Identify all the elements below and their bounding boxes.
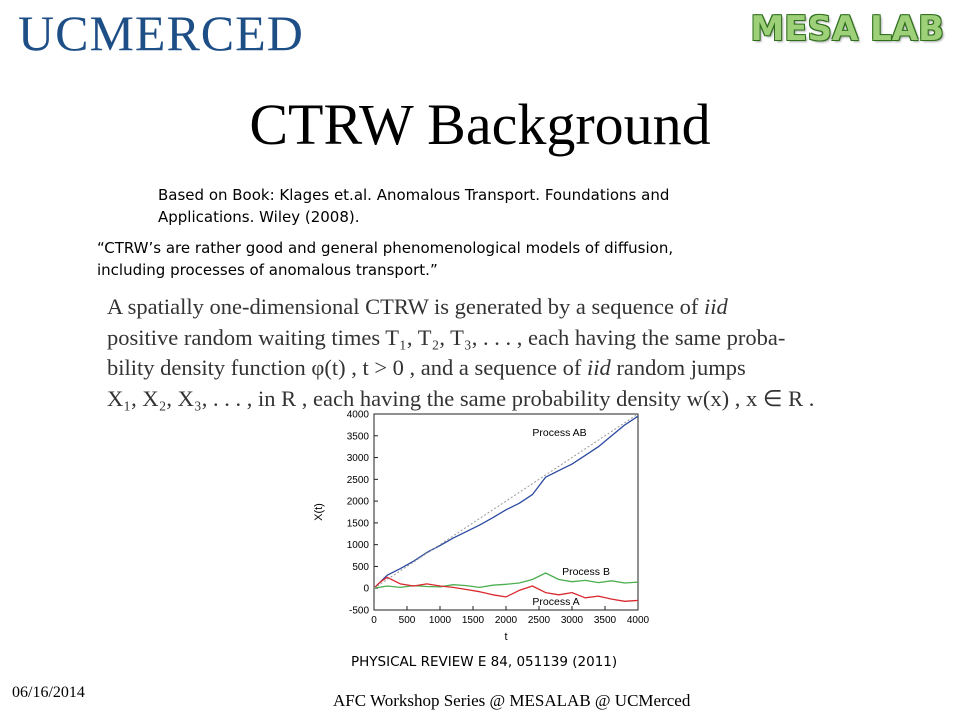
excerpt-line <box>107 292 849 323</box>
x-tick-label: 0 <box>371 615 377 626</box>
process-chart <box>300 402 660 650</box>
quote-line: “CTRW’s are rather good and general phenomenological models of diffusion, <box>97 239 674 257</box>
excerpt-text: bility density function φ(t) , t > 0 , and a sequence of <box>107 355 587 380</box>
series-annotation: Process A <box>532 595 580 608</box>
quote <box>97 237 797 281</box>
excerpt-line: positive random waiting times T₁, T₂, T₃, . . . , each having the same proba- <box>107 324 786 350</box>
series-annotation: Process AB <box>532 426 587 439</box>
y-tick-label: 2000 <box>346 496 369 508</box>
x-tick-label: 1500 <box>461 615 485 626</box>
book-excerpt <box>107 292 849 414</box>
x-tick-label: 1000 <box>428 615 452 626</box>
x-tick-label: 2500 <box>527 615 551 626</box>
excerpt-line: X₁, X₂, X₃, . . . , in R , each having the same probability density w(x) , x ∈ R . <box>107 385 815 411</box>
y-tick-label: 2500 <box>346 474 369 486</box>
excerpt-line <box>107 353 849 384</box>
y-tick-label: 1000 <box>346 540 369 552</box>
excerpt-iid: iid <box>703 294 728 319</box>
y-tick-label: -500 <box>348 605 369 617</box>
slide-title: CTRW Background <box>249 92 711 157</box>
x-tick-label: 3500 <box>593 615 617 626</box>
x-tick-label: 2000 <box>494 615 518 626</box>
paper-citation: PHYSICAL REVIEW E 84, 051139 (2011) <box>351 654 618 670</box>
series-line-process-ab <box>374 416 638 588</box>
excerpt-text: A spatially one-dimensional CTRW is generated by a sequence of <box>107 294 704 319</box>
mesa-lab-logo: MESA LAB <box>750 9 944 49</box>
y-tick-label: 4000 <box>346 409 369 421</box>
series-line-process-a <box>374 577 638 601</box>
y-tick-label: 0 <box>363 583 369 595</box>
x-tick-label: 3000 <box>560 615 584 626</box>
slide-footer: AFC Workshop Series @ MESALAB @ UCMerced <box>333 691 691 710</box>
x-tick-label: 4000 <box>626 615 650 626</box>
ucmerced-logo: UCMERCED <box>18 5 304 61</box>
quote-line: including processes of anomalous transport.” <box>97 261 438 279</box>
book-reference-line: Based on Book: Klages et.al. Anomalous Transport. Foundations and <box>158 186 670 204</box>
y-tick-label: 3000 <box>346 453 369 465</box>
excerpt-iid: iid <box>586 355 611 380</box>
y-tick-label: 3500 <box>346 431 369 443</box>
x-axis-label: t <box>504 631 508 643</box>
x-tick-label: 500 <box>398 615 416 626</box>
reference-dashed-line <box>374 414 638 588</box>
plot-frame <box>374 414 638 610</box>
excerpt-text: random jumps <box>610 355 746 380</box>
y-axis-label: X(t) <box>313 503 325 521</box>
book-reference <box>158 184 778 228</box>
annotation-group <box>532 427 610 608</box>
series-annotation: Process B <box>562 566 610 579</box>
y-tick-label: 1500 <box>346 518 369 530</box>
slide-date: 06/16/2014 <box>12 684 85 701</box>
book-reference-line: Applications. Wiley (2008). <box>158 208 360 226</box>
y-tick-label: 500 <box>352 561 369 573</box>
